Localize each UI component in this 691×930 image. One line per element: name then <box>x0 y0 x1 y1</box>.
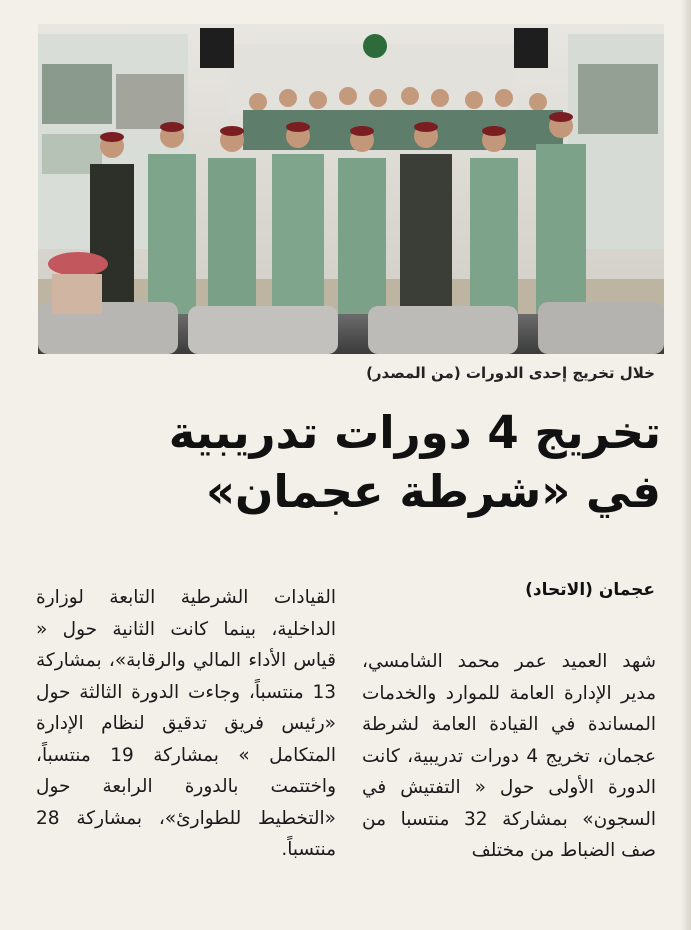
dateline: عجمان (الاتحاد) <box>525 580 655 600</box>
article-photo <box>38 24 664 354</box>
article-column-right: شهد العميد عمر محمد الشامسي، مدير الإدارة العامة للموارد والخدمات المساندة في القيادة العامة لشرطة عجمان، تخريج 4 دورات تدريبية، كانت الدورة الأولى حول « التفتيش في السجون» بمشاركة 32 منتسبا من صف الضباط من مختلف <box>362 651 656 861</box>
article-column-left: القيادات الشرطية التابعة لوزارة الداخلية، بينما كانت الثانية حول « قياس الأداء المالي والرقابة»، بمشاركة 13 منتسباً، وجاءت الدورة الثالثة حول «رئيس فريق تدقيق لنظام الإدارة المتكامل » بمشاركة 19 منتسباً، واختتمت بالدورة الرابعة حول «التخطيط للطوارئ»، بمشاركة 28 منتسباً. <box>36 587 336 860</box>
photo-caption: خلال تخريج إحدى الدورات (من المصدر) <box>366 364 655 382</box>
graduation-group-photo <box>38 24 664 354</box>
page-edge <box>681 0 691 930</box>
article-headline <box>61 404 661 522</box>
headline-line-2: في «شرطة عجمان» <box>205 465 661 518</box>
headline-line-1: تخريج 4 دورات تدريبية <box>168 406 661 459</box>
